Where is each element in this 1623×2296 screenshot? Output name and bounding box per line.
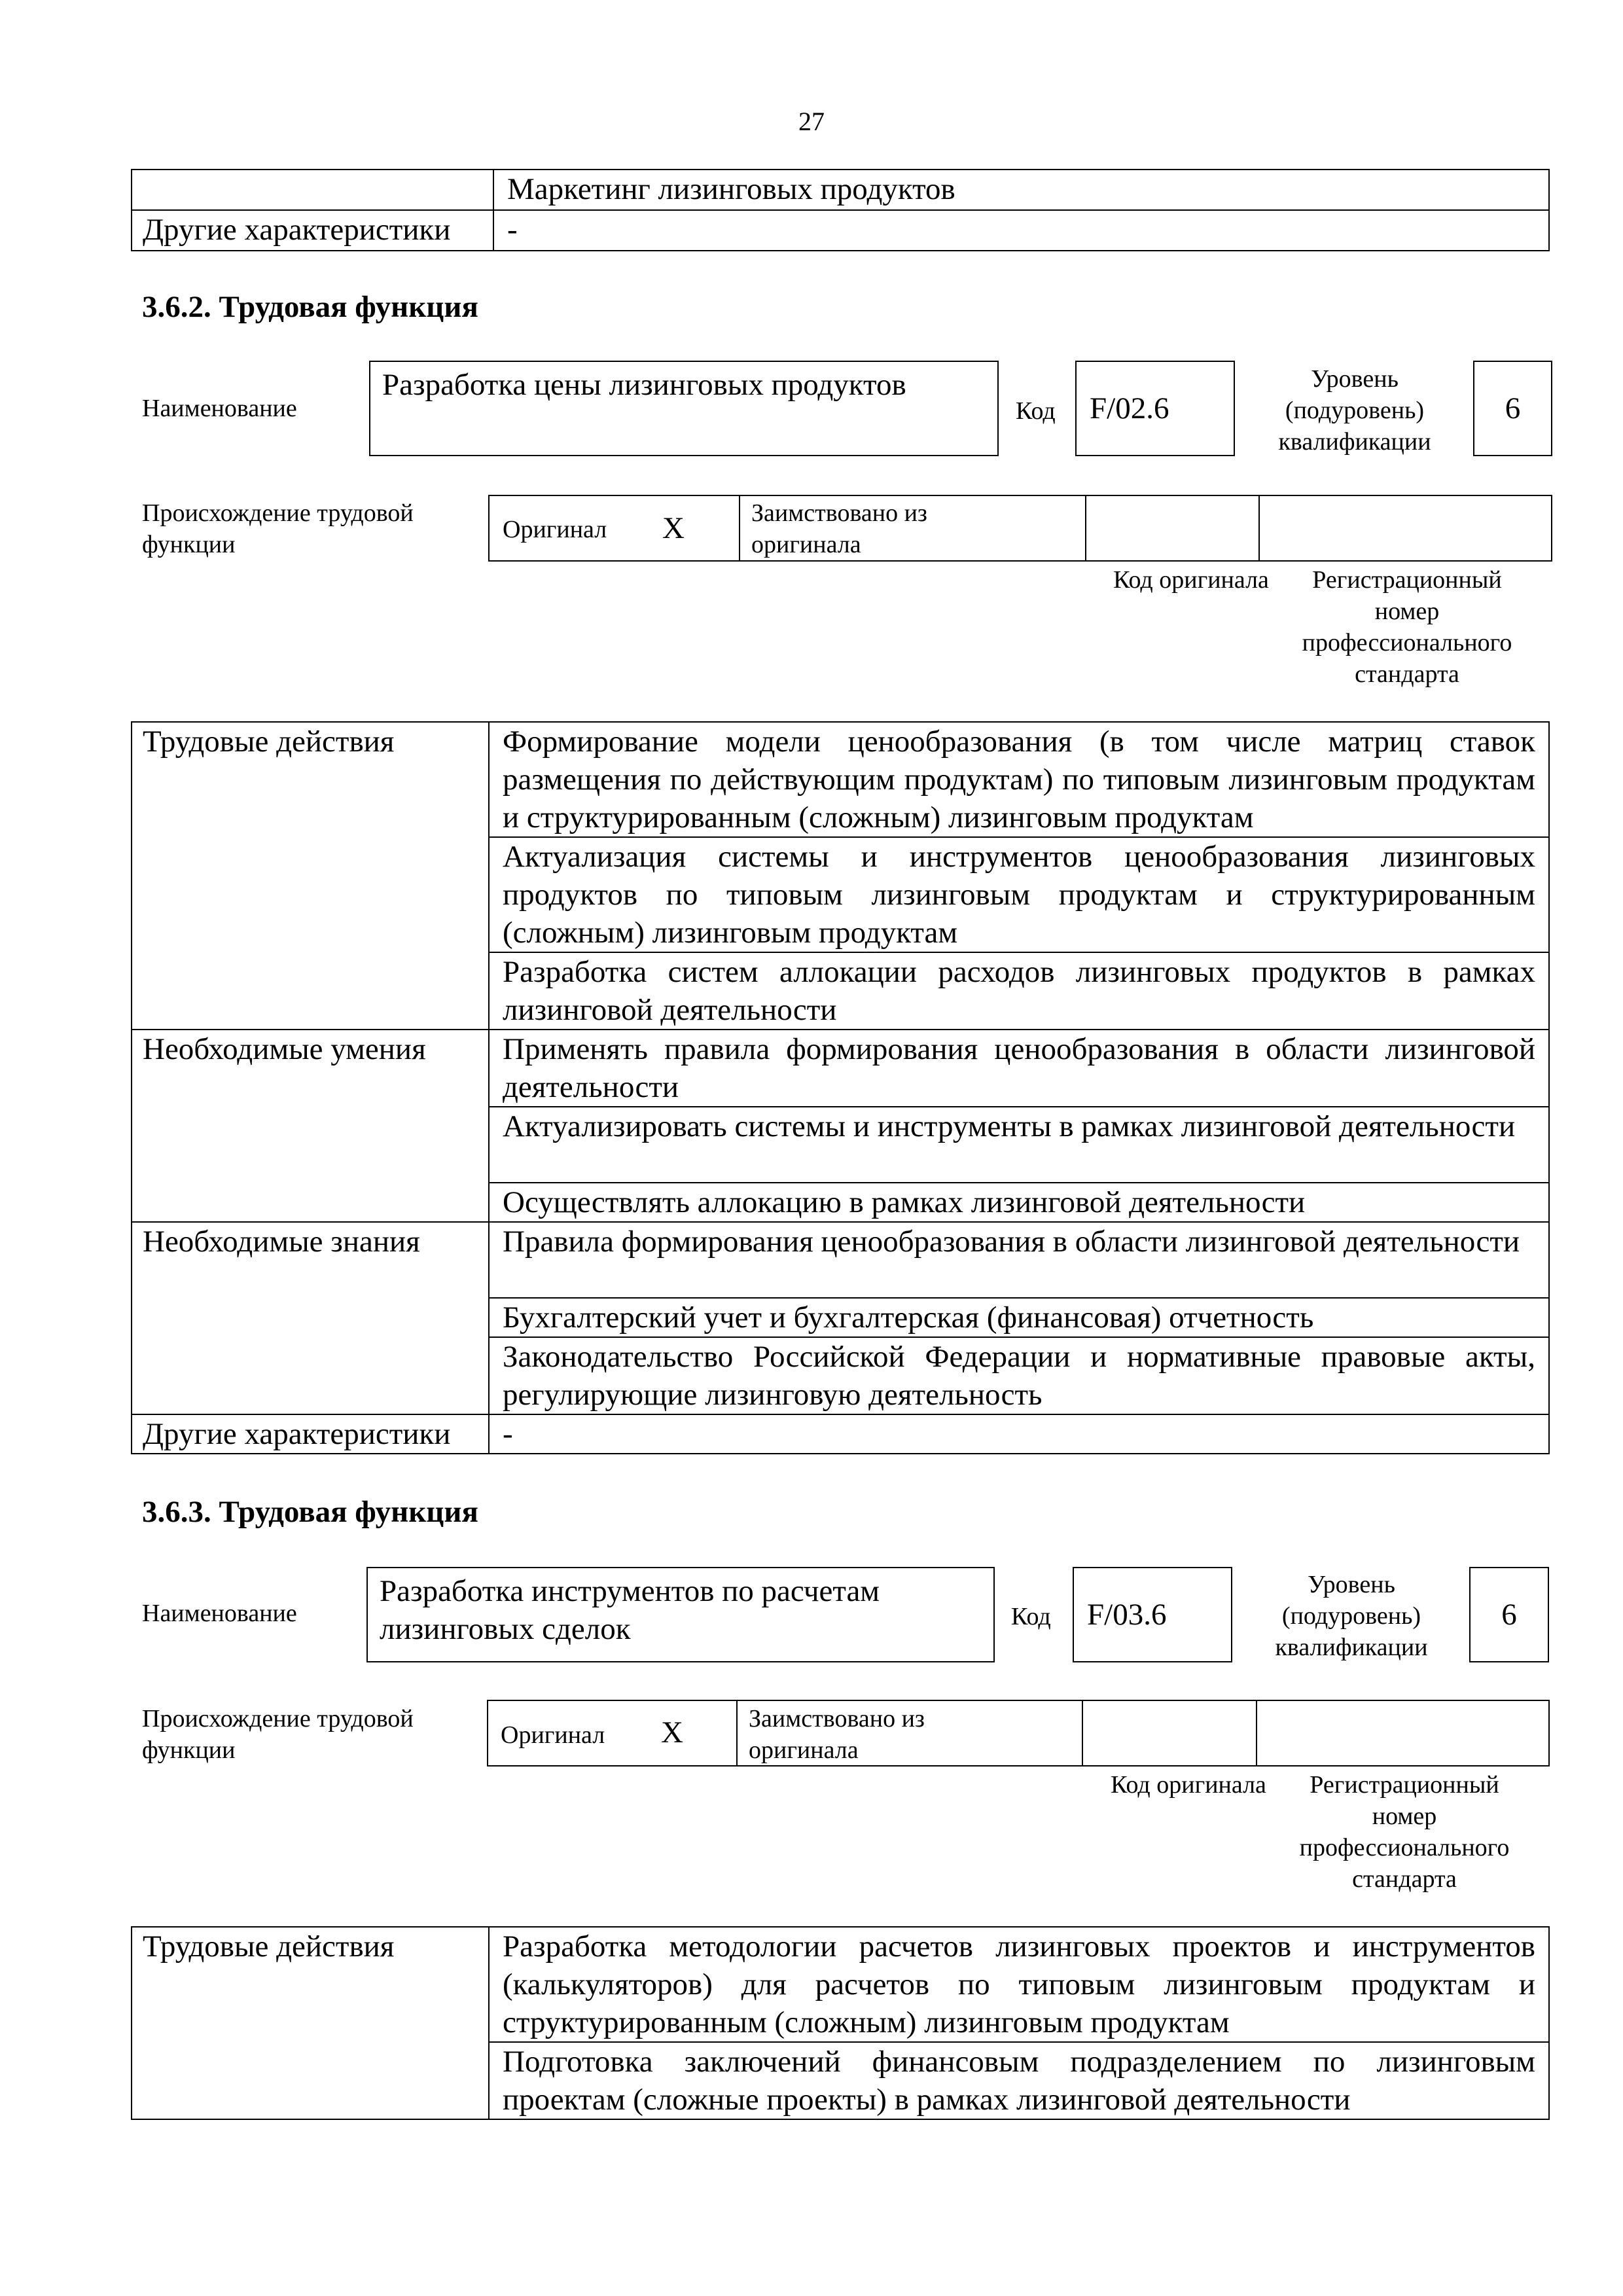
s362-original-mark: X bbox=[662, 511, 685, 545]
s362-other-value: - bbox=[489, 1414, 1549, 1454]
s362-skill-item: Применять правила формирования ценообразования в области лизинговой деятельности bbox=[489, 1030, 1549, 1107]
s363-code-original-label: Код оригинала bbox=[1111, 1771, 1266, 1799]
s362-knowledge-label: Необходимые знания bbox=[132, 1222, 489, 1414]
s362-other-label: Другие характеристики bbox=[132, 1414, 489, 1454]
s362-reg-number-label: Регистрационный номер профессионального стандарта bbox=[1302, 566, 1512, 688]
s363-level-box bbox=[1469, 1567, 1549, 1662]
s363-action-item: Разработка методологии расчетов лизинговых проектов и инструментов (калькуляторов) для расчетов по типовым лизинговым продуктам и структурированным (сложным) лизинговым продуктам bbox=[489, 1927, 1549, 2042]
s362-origin-divider-2 bbox=[1085, 495, 1086, 562]
s362-skill-item: Актуализировать системы и инструменты в рамках лизинговой деятельности bbox=[489, 1107, 1549, 1183]
s363-original-mark: X bbox=[661, 1715, 683, 1749]
s363-name-box bbox=[366, 1567, 995, 1662]
other-characteristics-value: - bbox=[493, 210, 1549, 251]
s363-name-value: Разработка инструментов по расчетам лизинговых сделок bbox=[380, 1574, 880, 1646]
s362-name-value: Разработка цены лизинговых продуктов bbox=[382, 368, 906, 402]
s363-code-label: Код bbox=[1011, 1603, 1051, 1630]
s362-name-box bbox=[369, 361, 999, 456]
top-continuation-table bbox=[131, 169, 1550, 251]
s363-origin-divider-3 bbox=[1256, 1700, 1257, 1767]
s363-name-label: Наименование bbox=[142, 1600, 297, 1627]
s362-origin-row bbox=[488, 495, 1552, 562]
other-characteristics-label: Другие характеристики bbox=[132, 210, 493, 251]
s362-code-label: Код bbox=[1016, 397, 1056, 425]
s362-level-box bbox=[1473, 361, 1552, 456]
s362-level-label: Уровень (подуровень) квалификации bbox=[1278, 365, 1431, 456]
s363-origin-divider-2 bbox=[1082, 1700, 1083, 1767]
s363-code-value: F/03.6 bbox=[1087, 1598, 1167, 1632]
s362-action-item: Актуализация системы и инструментов ценообразования лизинговых продуктов по типовым лизинговым продуктам и структурированным (сложным) лизинговым продуктам bbox=[489, 837, 1549, 952]
section-363-title: 3.6.3. Трудовая функция bbox=[142, 1495, 478, 1529]
s362-action-item: Разработка систем аллокации расходов лизинговых продуктов в рамках лизинговой деятельности bbox=[489, 952, 1549, 1030]
prev-item-cell: Маркетинг лизинговых продуктов bbox=[493, 170, 1549, 210]
s362-code-value: F/02.6 bbox=[1090, 391, 1169, 425]
s362-origin-divider-3 bbox=[1258, 495, 1260, 562]
s363-origin-row bbox=[487, 1700, 1550, 1767]
s362-skill-item: Осуществлять аллокацию в рамках лизинговой деятельности bbox=[489, 1183, 1549, 1222]
s362-knowledge-item: Правила формирования ценообразования в области лизинговой деятельности bbox=[489, 1222, 1549, 1298]
s362-details-table bbox=[131, 721, 1550, 1454]
s363-reg-number-label: Регистрационный номер профессионального стандарта bbox=[1299, 1771, 1510, 1893]
s362-level-value: 6 bbox=[1505, 391, 1521, 425]
s363-level-label: Уровень (подуровень) квалификации bbox=[1275, 1571, 1428, 1661]
s362-name-label: Наименование bbox=[142, 395, 297, 422]
s363-origin-label: Происхождение трудовой функции bbox=[142, 1705, 414, 1764]
s362-knowledge-item: Бухгалтерский учет и бухгалтерская (финансовая) отчетность bbox=[489, 1298, 1549, 1337]
s363-borrowed-label: Заимствовано из оригинала bbox=[749, 1705, 925, 1764]
page-number: 27 bbox=[798, 107, 825, 136]
s362-knowledge-item: Законодательство Российской Федерации и нормативные правовые акты, регулирующие лизинговую деятельность bbox=[489, 1337, 1549, 1414]
s362-original-label: Оригинал bbox=[503, 516, 607, 543]
s362-borrowed-label: Заимствовано из оригинала bbox=[751, 499, 927, 558]
s362-code-box bbox=[1075, 361, 1235, 456]
s363-original-label: Оригинал bbox=[501, 1721, 605, 1749]
s362-action-item: Формирование модели ценообразования (в том числе матриц ставок размещения по действующим продуктам) по типовым лизинговым продуктам и структурированным (сложным) лизинговым продуктам bbox=[489, 722, 1549, 837]
s363-details-table bbox=[131, 1926, 1550, 2120]
s362-code-original-label: Код оригинала bbox=[1113, 566, 1269, 594]
s363-level-value: 6 bbox=[1501, 1598, 1517, 1632]
s363-actions-label: Трудовые действия bbox=[132, 1927, 489, 2119]
s362-origin-divider-1 bbox=[739, 495, 740, 562]
s362-actions-label: Трудовые действия bbox=[132, 722, 489, 1030]
section-362-title: 3.6.2. Трудовая функция bbox=[142, 290, 478, 324]
s363-action-item: Подготовка заключений финансовым подразделением по лизинговым проектам (сложные проекты) в рамках лизинговой деятельности bbox=[489, 2042, 1549, 2119]
empty-label-cell bbox=[132, 170, 493, 210]
s363-origin-divider-1 bbox=[736, 1700, 738, 1767]
s362-origin-label: Происхождение трудовой функции bbox=[142, 499, 414, 558]
s363-code-box bbox=[1073, 1567, 1232, 1662]
s362-skills-label: Необходимые умения bbox=[132, 1030, 489, 1222]
